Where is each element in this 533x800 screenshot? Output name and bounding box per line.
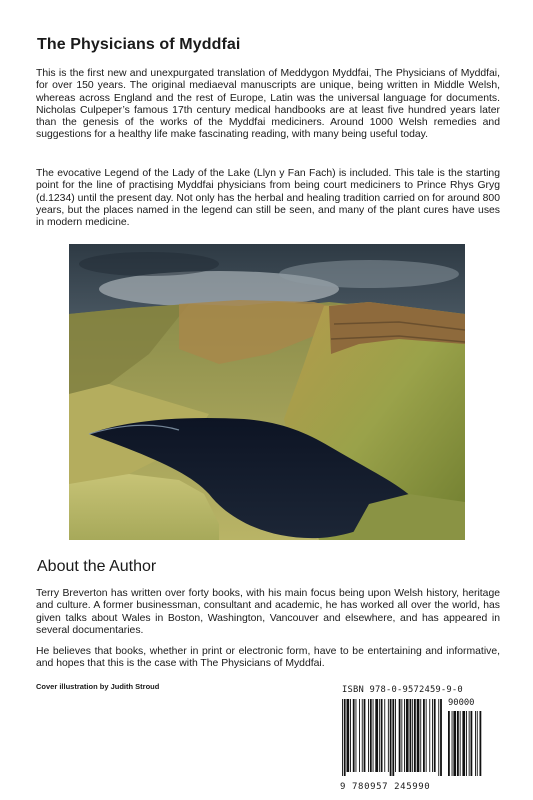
cover-credit: Cover illustration by Judith Stroud: [36, 682, 160, 691]
barcode-bar: [417, 699, 420, 772]
barcode-bar: [395, 699, 396, 772]
barcode-bar: [370, 699, 372, 772]
barcode-bar: [364, 699, 366, 772]
intro-paragraph-2: The evocative Legend of the Lady of the Lake (Llyn y Fan Fach) is included. This tale is the starting point for the line of practising Myddfai physicians from being court mediciners to Prince Rhys Gryg (d.1234) until the present day. Not only has the herbal and healing tradition carried on for around 800 years, but the places named in the legend can still be seen, and many of the plant cures have uses in modern medicine.: [36, 168, 500, 229]
addon-barcode-bar: [453, 711, 456, 776]
barcode-bar: [392, 699, 394, 776]
barcode-bar: [350, 699, 351, 772]
isbn-text: ISBN 978-0-9572459-9-0: [342, 685, 463, 695]
book-title: The Physicians of Myddfai: [37, 36, 241, 53]
addon-barcode-bar: [462, 711, 465, 776]
barcode: [340, 699, 490, 776]
addon-barcode-bar: [469, 711, 470, 776]
barcode-bar: [359, 699, 360, 772]
author-paragraph-1: Terry Breverton has written over forty books, with his main focus being upon Welsh history, heritage and culture. A former businessman, consultant and academic, he has worked all over the world, has given talks about Wales in Boston, Washington, Vancouver and elsewhere, and has appeared in several documentaries.: [36, 588, 500, 636]
barcode-bar: [347, 699, 350, 772]
barcode-bar: [410, 699, 412, 772]
barcode-bar: [429, 699, 430, 772]
addon-barcode-bar: [457, 711, 459, 776]
addon-barcode-bar: [448, 711, 450, 776]
barcode-bar: [406, 699, 409, 772]
barcode-bar: [404, 699, 405, 772]
barcode-bar: [388, 699, 389, 772]
addon-barcode-bar: [460, 711, 461, 776]
barcode-bar: [438, 699, 439, 776]
barcode-bar: [414, 699, 416, 772]
barcode-bar: [412, 699, 413, 772]
barcode-bar: [440, 699, 442, 776]
barcode-bar: [384, 699, 385, 772]
barcode-bar: [368, 699, 369, 772]
about-author-heading: About the Author: [37, 558, 157, 575]
addon-barcode-bar: [452, 711, 453, 776]
intro-paragraph-1: This is the first new and unexpurgated translation of Meddygon Myddfai, The Physicians of Myddfai, for over 150 years. The original mediaeval manuscripts are unique, being written in Middle Welsh, whereas across England and the rest of Europe, Latin was the universal language for documents. Nicholas Culpeper’s famous 17th century medical handbooks are at least five hundred years later than the genesis of the works of the Myddfai mediciners. Around 1000 Welsh remedies and suggestions for a healthy life make fascinating reading, with many being useful today.: [36, 68, 500, 141]
addon-barcode-bar: [471, 711, 473, 776]
barcode-bar: [373, 699, 374, 772]
barcode-bar: [342, 699, 343, 776]
barcode-bar: [356, 699, 357, 772]
addon-barcode-bar: [477, 711, 478, 776]
barcode-bar: [375, 699, 378, 772]
addon-barcode-bar: [480, 711, 482, 776]
barcode-bar: [420, 699, 421, 772]
barcode-bar: [432, 699, 433, 772]
addon-barcode-bar: [475, 711, 476, 776]
barcode-bar: [423, 699, 425, 772]
barcode-digits: 9 780957 245990: [340, 782, 431, 792]
addon-barcode-bar: [466, 711, 467, 776]
barcode-bar: [434, 699, 436, 772]
barcode-bar: [426, 699, 427, 772]
barcode-bar: [353, 699, 355, 772]
barcode-bar: [344, 699, 346, 776]
barcode-bar: [390, 699, 392, 776]
barcode-bar: [401, 699, 402, 772]
barcode-bar: [379, 699, 380, 772]
barcode-bar: [362, 699, 363, 772]
author-paragraph-2: He believes that books, whether in print or electronic form, have to be entertaining and informative, and hopes that this is the case with The Physicians of Myddfai.: [36, 646, 500, 670]
price-code: 90000: [448, 698, 475, 708]
landscape-photo: [69, 244, 465, 540]
barcode-bar: [381, 699, 383, 772]
barcode-bar: [399, 699, 401, 772]
